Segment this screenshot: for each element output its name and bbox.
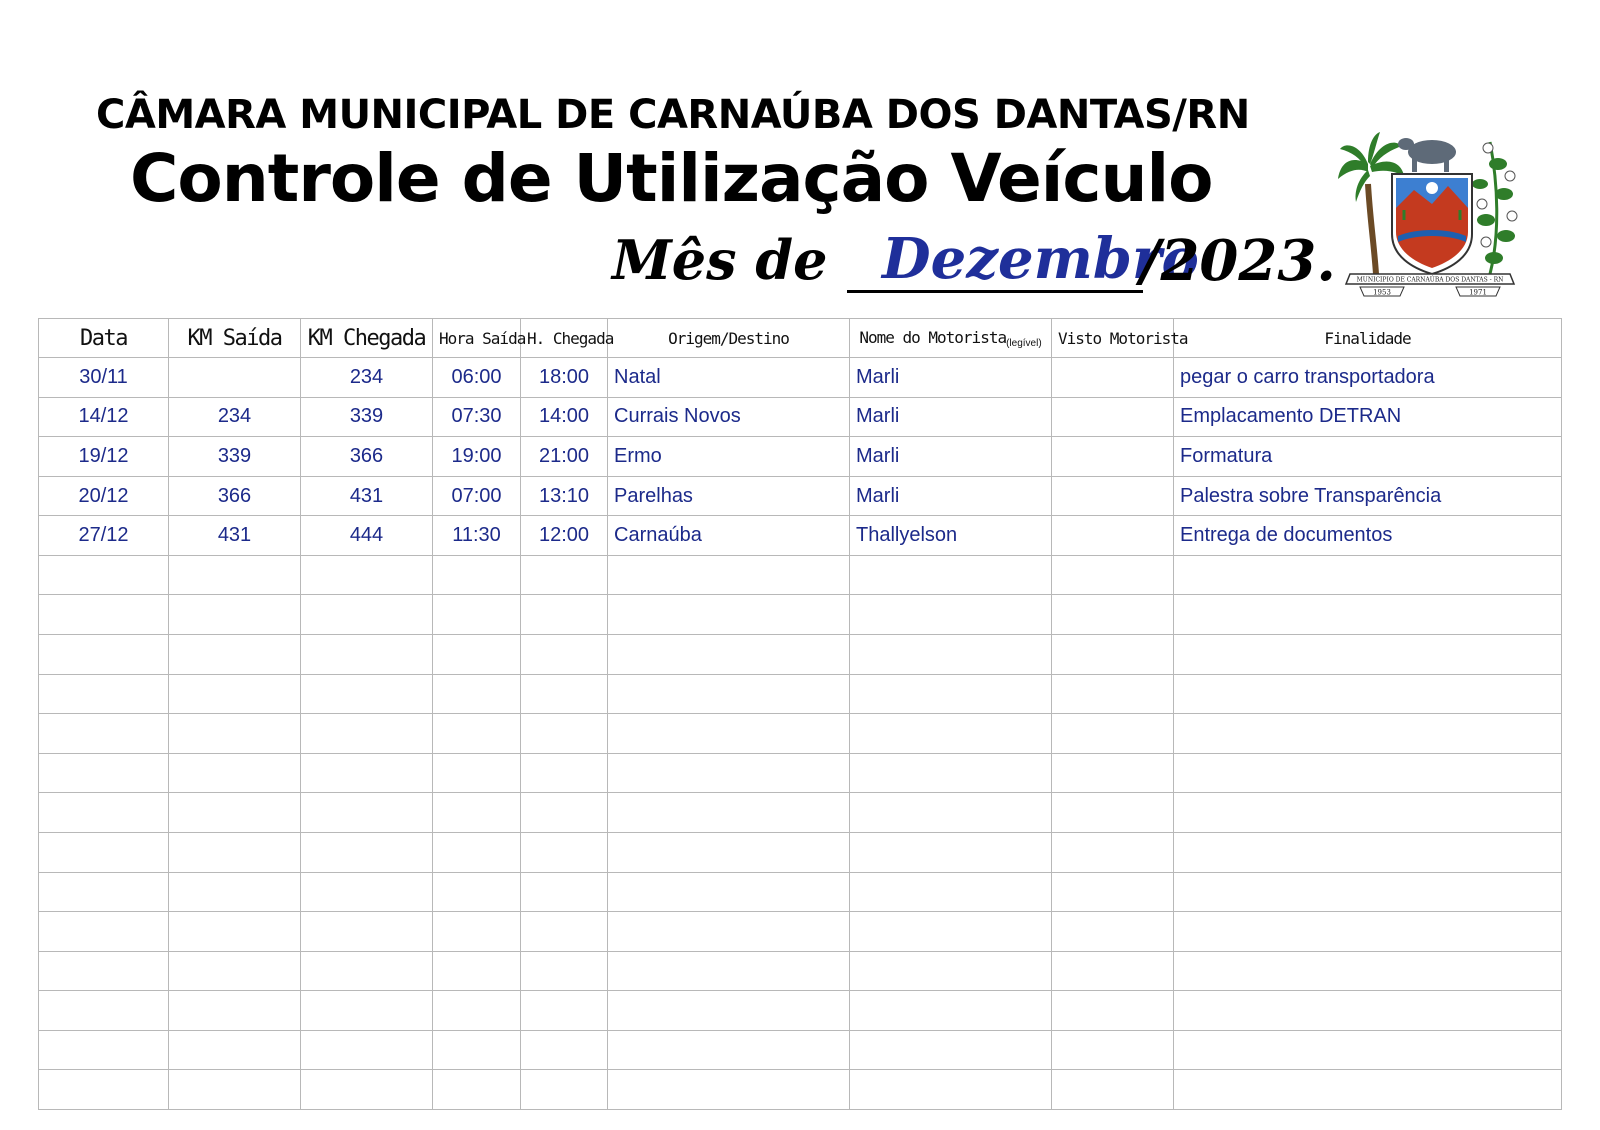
empty-cell-finalidade (1174, 951, 1562, 991)
empty-cell-hora-chegada (521, 555, 608, 595)
empty-cell-visto (1052, 674, 1174, 714)
crest-banner-text: MUNICIPIO DE CARNAÚBA DOS DANTAS - RN (1356, 276, 1504, 284)
empty-cell-origem-destino (608, 1070, 850, 1110)
empty-cell-finalidade (1174, 635, 1562, 675)
empty-cell-motorista (850, 635, 1052, 675)
empty-cell-hora-saida (433, 635, 521, 675)
empty-cell-hora-saida (433, 951, 521, 991)
cell-motorista: Marli (850, 358, 1052, 398)
empty-cell-motorista (850, 912, 1052, 952)
empty-cell-finalidade (1174, 595, 1562, 635)
empty-cell-finalidade (1174, 991, 1562, 1031)
col-header-finalidade: Finalidade (1174, 319, 1562, 358)
empty-cell-km-chegada (301, 1070, 433, 1110)
empty-cell-motorista (850, 991, 1052, 1031)
cell-finalidade: Entrega de documentos (1174, 516, 1562, 556)
cell-hora-chegada: 18:00 (521, 358, 608, 398)
empty-cell-km-chegada (301, 912, 433, 952)
empty-cell-visto (1052, 951, 1174, 991)
cell-km-saida: 234 (169, 397, 301, 437)
cell-data: 14/12 (39, 397, 169, 437)
empty-cell-motorista (850, 555, 1052, 595)
empty-cell-finalidade (1174, 714, 1562, 754)
cell-km-chegada: 234 (301, 358, 433, 398)
cell-km-saida: 431 (169, 516, 301, 556)
cell-finalidade: pegar o carro transportadora (1174, 358, 1562, 398)
empty-cell-km-chegada (301, 951, 433, 991)
empty-cell-visto (1052, 595, 1174, 635)
empty-cell-motorista (850, 793, 1052, 833)
cell-hora-saida: 07:00 (433, 476, 521, 516)
empty-cell-hora-chegada (521, 912, 608, 952)
empty-cell-hora-saida (433, 555, 521, 595)
empty-cell-hora-saida (433, 793, 521, 833)
empty-cell-km-chegada (301, 555, 433, 595)
col-header-motorista-note: (legível) (1006, 337, 1042, 349)
cell-hora-saida: 07:30 (433, 397, 521, 437)
empty-table-row (39, 753, 1562, 793)
empty-cell-finalidade (1174, 832, 1562, 872)
empty-cell-finalidade (1174, 1070, 1562, 1110)
col-header-motorista-label: Nome do Motorista (859, 327, 1007, 347)
cell-km-saida (169, 358, 301, 398)
empty-table-row (39, 1030, 1562, 1070)
empty-cell-finalidade (1174, 1030, 1562, 1070)
empty-cell-km-saida (169, 832, 301, 872)
empty-cell-origem-destino (608, 753, 850, 793)
empty-cell-hora-chegada (521, 674, 608, 714)
empty-table-row (39, 595, 1562, 635)
empty-cell-data (39, 753, 169, 793)
table-row (39, 516, 1562, 556)
cell-hora-saida: 19:00 (433, 437, 521, 477)
empty-cell-km-saida (169, 872, 301, 912)
empty-cell-data (39, 674, 169, 714)
cell-motorista: Marli (850, 476, 1052, 516)
empty-cell-km-saida (169, 714, 301, 754)
cell-origem-destino: Carnaúba (608, 516, 850, 556)
cell-hora-chegada: 12:00 (521, 516, 608, 556)
empty-cell-km-saida (169, 635, 301, 675)
empty-cell-hora-chegada (521, 1070, 608, 1110)
empty-cell-km-saida (169, 912, 301, 952)
empty-cell-origem-destino (608, 674, 850, 714)
cell-finalidade: Emplacamento DETRAN (1174, 397, 1562, 437)
empty-cell-km-saida (169, 555, 301, 595)
empty-cell-km-saida (169, 1070, 301, 1110)
table-body (39, 358, 1562, 1110)
empty-cell-visto (1052, 753, 1174, 793)
empty-cell-origem-destino (608, 832, 850, 872)
empty-cell-motorista (850, 1030, 1052, 1070)
empty-cell-hora-chegada (521, 991, 608, 1031)
empty-cell-km-chegada (301, 793, 433, 833)
empty-cell-km-chegada (301, 872, 433, 912)
empty-cell-hora-chegada (521, 753, 608, 793)
cell-data: 20/12 (39, 476, 169, 516)
cell-hora-chegada: 13:10 (521, 476, 608, 516)
empty-cell-km-saida (169, 793, 301, 833)
empty-cell-hora-chegada (521, 1030, 608, 1070)
col-header-hora-saida: Hora Saída (433, 319, 521, 358)
empty-cell-finalidade (1174, 753, 1562, 793)
empty-cell-visto (1052, 555, 1174, 595)
empty-cell-data (39, 951, 169, 991)
empty-cell-data (39, 793, 169, 833)
empty-cell-motorista (850, 753, 1052, 793)
empty-cell-finalidade (1174, 674, 1562, 714)
empty-cell-data (39, 1070, 169, 1110)
vehicle-log-table (38, 318, 1562, 1110)
empty-cell-data (39, 635, 169, 675)
organization-name: CÂMARA MUNICIPAL DE CARNAÚBA DOS DANTAS/RN (96, 92, 1250, 138)
empty-cell-origem-destino (608, 872, 850, 912)
crest-year-right: 1971 (1469, 288, 1487, 297)
cell-origem-destino: Currais Novos (608, 397, 850, 437)
empty-cell-km-chegada (301, 1030, 433, 1070)
empty-cell-km-saida (169, 753, 301, 793)
cell-km-chegada: 444 (301, 516, 433, 556)
empty-cell-motorista (850, 714, 1052, 754)
empty-cell-origem-destino (608, 1030, 850, 1070)
month-value: Dezembro (882, 226, 1199, 292)
empty-table-row (39, 714, 1562, 754)
empty-cell-motorista (850, 951, 1052, 991)
cell-km-saida: 366 (169, 476, 301, 516)
empty-table-row (39, 674, 1562, 714)
col-header-origem-destino: Origem/Destino (608, 319, 850, 358)
empty-cell-data (39, 872, 169, 912)
empty-cell-hora-saida (433, 832, 521, 872)
cell-data: 30/11 (39, 358, 169, 398)
col-header-km-chegada: KM Chegada (301, 319, 433, 358)
cell-motorista: Marli (850, 397, 1052, 437)
col-header-hora-chegada: H. Chegada (521, 319, 608, 358)
month-label: Mês de (612, 228, 828, 292)
empty-cell-km-saida (169, 674, 301, 714)
col-header-visto: Visto Motorista (1052, 319, 1174, 358)
col-header-data: Data (39, 319, 169, 358)
empty-table-row (39, 951, 1562, 991)
cell-km-chegada: 366 (301, 437, 433, 477)
empty-cell-origem-destino (608, 793, 850, 833)
empty-cell-hora-chegada (521, 595, 608, 635)
cell-visto (1052, 437, 1174, 477)
empty-cell-hora-saida (433, 595, 521, 635)
empty-cell-km-chegada (301, 832, 433, 872)
empty-cell-data (39, 555, 169, 595)
cell-visto (1052, 397, 1174, 437)
cell-visto (1052, 516, 1174, 556)
empty-cell-visto (1052, 991, 1174, 1031)
empty-cell-visto (1052, 872, 1174, 912)
table-row (39, 476, 1562, 516)
col-header-km-saida: KM Saída (169, 319, 301, 358)
empty-cell-visto (1052, 912, 1174, 952)
empty-cell-origem-destino (608, 912, 850, 952)
empty-cell-motorista (850, 872, 1052, 912)
table-header-row (39, 319, 1562, 358)
empty-cell-visto (1052, 1070, 1174, 1110)
empty-cell-km-saida (169, 991, 301, 1031)
cell-origem-destino: Ermo (608, 437, 850, 477)
empty-cell-motorista (850, 1070, 1052, 1110)
empty-cell-hora-chegada (521, 635, 608, 675)
cell-data: 19/12 (39, 437, 169, 477)
empty-cell-finalidade (1174, 793, 1562, 833)
empty-table-row (39, 793, 1562, 833)
cell-km-chegada: 339 (301, 397, 433, 437)
empty-cell-hora-saida (433, 1070, 521, 1110)
empty-cell-visto (1052, 635, 1174, 675)
cell-origem-destino: Parelhas (608, 476, 850, 516)
empty-cell-motorista (850, 674, 1052, 714)
cell-motorista: Thallyelson (850, 516, 1052, 556)
empty-cell-data (39, 832, 169, 872)
empty-cell-origem-destino (608, 635, 850, 675)
empty-cell-km-chegada (301, 595, 433, 635)
empty-cell-km-saida (169, 1030, 301, 1070)
municipal-crest-icon (1340, 124, 1520, 300)
empty-cell-hora-chegada (521, 832, 608, 872)
empty-cell-km-chegada (301, 753, 433, 793)
empty-cell-data (39, 912, 169, 952)
cell-motorista: Marli (850, 437, 1052, 477)
empty-cell-hora-chegada (521, 872, 608, 912)
empty-cell-visto (1052, 1030, 1174, 1070)
table-row (39, 437, 1562, 477)
cell-data: 27/12 (39, 516, 169, 556)
empty-cell-hora-saida (433, 872, 521, 912)
table-row (39, 358, 1562, 398)
empty-cell-hora-saida (433, 753, 521, 793)
empty-table-row (39, 832, 1562, 872)
empty-cell-km-saida (169, 951, 301, 991)
empty-cell-visto (1052, 714, 1174, 754)
form-title: Controle de Utilização Veículo (130, 140, 1213, 217)
empty-cell-hora-chegada (521, 714, 608, 754)
year-value: /2023. (1140, 228, 1336, 294)
empty-cell-origem-destino (608, 951, 850, 991)
empty-cell-km-chegada (301, 674, 433, 714)
empty-cell-finalidade (1174, 555, 1562, 595)
cell-hora-saida: 06:00 (433, 358, 521, 398)
cell-origem-destino: Natal (608, 358, 850, 398)
empty-cell-data (39, 714, 169, 754)
table-row (39, 397, 1562, 437)
cell-finalidade: Formatura (1174, 437, 1562, 477)
empty-cell-motorista (850, 832, 1052, 872)
empty-cell-origem-destino (608, 595, 850, 635)
empty-cell-km-saida (169, 595, 301, 635)
empty-table-row (39, 872, 1562, 912)
empty-cell-hora-saida (433, 1030, 521, 1070)
empty-cell-km-chegada (301, 635, 433, 675)
empty-cell-origem-destino (608, 991, 850, 1031)
cell-hora-chegada: 21:00 (521, 437, 608, 477)
empty-cell-data (39, 991, 169, 1031)
col-header-motorista (850, 319, 1052, 358)
cell-km-saida: 339 (169, 437, 301, 477)
cell-visto (1052, 358, 1174, 398)
empty-cell-visto (1052, 793, 1174, 833)
empty-cell-hora-saida (433, 991, 521, 1031)
empty-cell-hora-saida (433, 674, 521, 714)
cell-hora-saida: 11:30 (433, 516, 521, 556)
cell-finalidade: Palestra sobre Transparência (1174, 476, 1562, 516)
empty-cell-finalidade (1174, 872, 1562, 912)
empty-table-row (39, 635, 1562, 675)
empty-cell-hora-saida (433, 714, 521, 754)
empty-cell-origem-destino (608, 714, 850, 754)
empty-table-row (39, 991, 1562, 1031)
empty-cell-data (39, 595, 169, 635)
cell-visto (1052, 476, 1174, 516)
empty-table-row (39, 1070, 1562, 1110)
empty-cell-km-chegada (301, 714, 433, 754)
empty-cell-data (39, 1030, 169, 1070)
empty-table-row (39, 912, 1562, 952)
cell-hora-chegada: 14:00 (521, 397, 608, 437)
empty-cell-visto (1052, 832, 1174, 872)
empty-cell-hora-chegada (521, 951, 608, 991)
empty-cell-origem-destino (608, 555, 850, 595)
empty-cell-km-chegada (301, 991, 433, 1031)
empty-cell-hora-saida (433, 912, 521, 952)
cell-km-chegada: 431 (301, 476, 433, 516)
empty-cell-finalidade (1174, 912, 1562, 952)
empty-cell-hora-chegada (521, 793, 608, 833)
empty-cell-motorista (850, 595, 1052, 635)
crest-year-left: 1953 (1373, 288, 1391, 297)
empty-table-row (39, 555, 1562, 595)
